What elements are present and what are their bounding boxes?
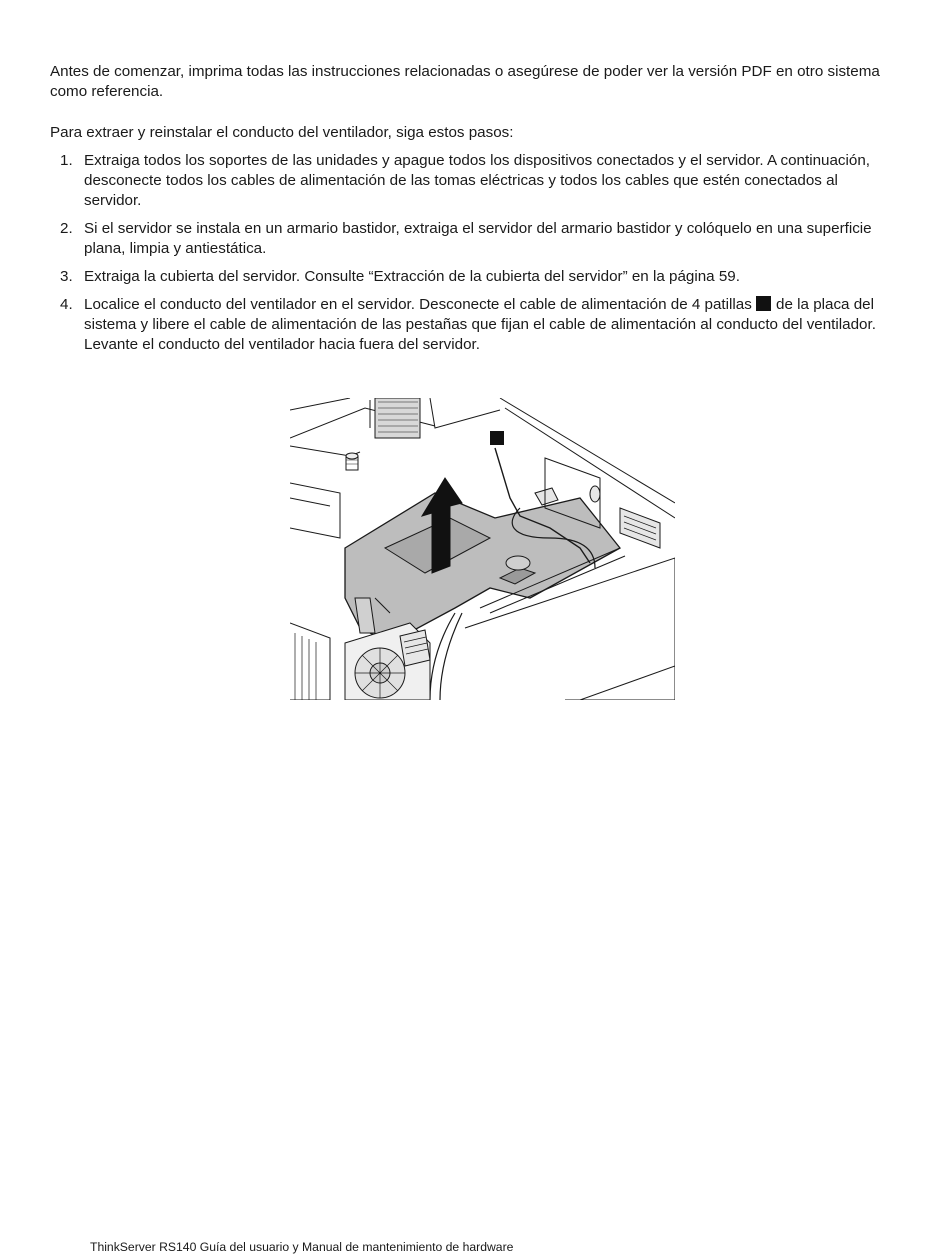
- step-text: Extraiga todos los soportes de las unidades y apague todos los dispositivos conectados y el servidor. A continuación, desconecte todos los cables de alimentación de las tomas eléctricas y todos los cables que estén conectados al servidor.: [84, 152, 871, 209]
- steps-list: [50, 151, 880, 363]
- fan-duct-removal-illustration: [290, 398, 675, 700]
- intro-paragraph: Antes de comenzar, imprima todas las instrucciones relacionadas o asegúrese de poder ver la versión PDF en otro sistema como referencia.: [50, 63, 880, 100]
- step-item: [50, 295, 880, 355]
- step-number: 1.: [60, 152, 73, 169]
- illustration-svg: [290, 398, 675, 700]
- step-text-after: de la placa del sistema y libere el cable de alimentación de las pestañas que fijan el cable de alimentación al conducto del ventilador. Levante el conducto del ventilador hacia fuera del servidor.: [84, 296, 876, 353]
- step-text: Extraiga la cubierta del servidor. Consulte “Extracción de la cubierta del servidor” en la página 59.: [84, 268, 740, 285]
- callout-1-marker-icon: [490, 431, 504, 445]
- step-item: [50, 219, 880, 259]
- callout-1-icon: [756, 296, 771, 311]
- step-text: Si el servidor se instala en un armario bastidor, extraiga el servidor del armario bastidor y colóquelo en una superficie plana, limpia y antiestática.: [84, 220, 872, 257]
- step-text-before: Localice el conducto del ventilador en el servidor. Desconecte el cable de alimentación de 4 patillas: [84, 296, 752, 313]
- step-item: [50, 267, 880, 287]
- page-footer: ThinkServer RS140 Guía del usuario y Manual de mantenimiento de hardware: [90, 1240, 514, 1254]
- fan-duct-shape: [345, 493, 620, 643]
- step-number: 3.: [60, 268, 73, 285]
- step-item: [50, 151, 880, 211]
- lead-paragraph: Para extraer y reinstalar el conducto del ventilador, siga estos pasos:: [50, 124, 514, 141]
- step-number: 2.: [60, 220, 73, 237]
- step-number: 4.: [60, 296, 73, 313]
